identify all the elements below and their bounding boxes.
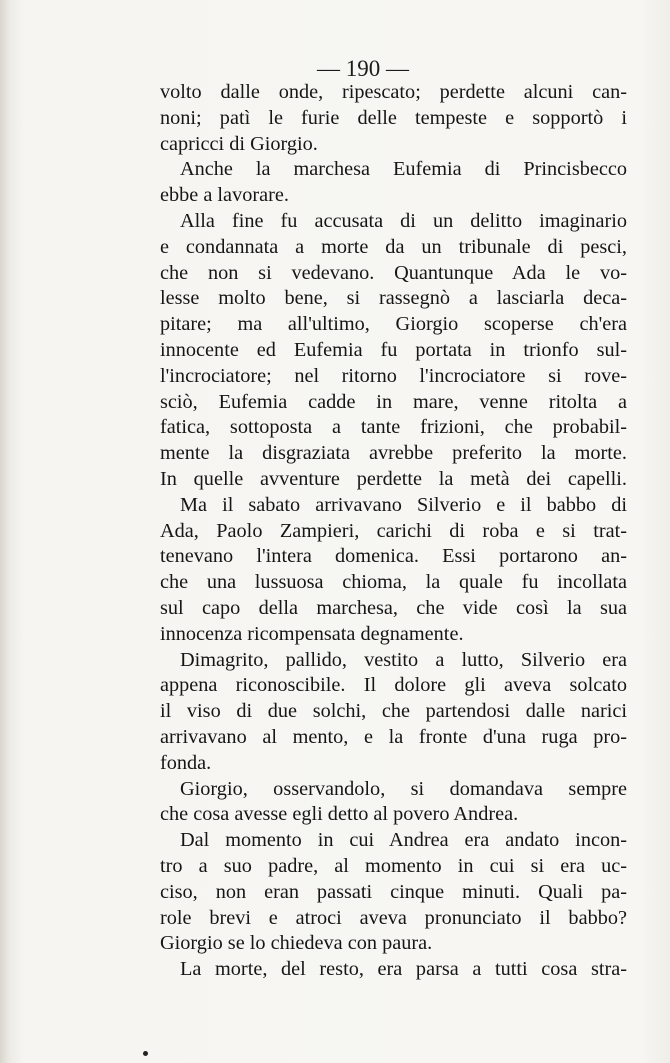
body-text: [160, 80, 627, 983]
text-line: innocente ed Eufemia fu portata in trionfo sul-: [160, 338, 627, 361]
text-line: Ada, Paolo Zampieri, carichi di roba e si trat-: [160, 519, 627, 542]
page-number: — 190 —: [317, 56, 409, 81]
text-line: il viso di due solchi, che partendosi dalle narici: [160, 700, 627, 723]
text-line: tenevano l'intera domenica. Essi portarono an-: [160, 545, 627, 568]
text-line: l'incrociatore; nel ritorno l'incrociatore si rove-: [160, 364, 627, 387]
text-line: che non si vedevano. Quantunque Ada le vo-: [160, 261, 627, 284]
text-line: Giorgio, osservandolo, si domandava sempre: [180, 777, 627, 800]
text-line: noni; patì le furie delle tempeste e sopportò i: [160, 106, 627, 129]
text-line: fonda.: [160, 751, 212, 774]
text-line: In quelle avventure perdette la metà dei capelli.: [160, 467, 627, 490]
text-line: Dimagrito, pallido, vestito a lutto, Silverio era: [180, 648, 627, 671]
text-line: Ma il sabato arrivavano Silverio e il babbo di: [180, 493, 627, 516]
text-line: mente la disgraziata avrebbe preferito la morte.: [160, 442, 627, 465]
text-line: Dal momento in cui Andrea era andato incon-: [180, 829, 627, 852]
text-line: pitare; ma all'ultimo, Giorgio scoperse ch'era: [160, 313, 627, 336]
text-line: La morte, del resto, era parsa a tutti cosa stra-: [180, 958, 627, 981]
text-line: volto dalle onde, ripescato; perdette alcuni can-: [160, 81, 627, 103]
text-line: sciò, Eufemia cadde in mare, venne ritolta a: [160, 390, 627, 413]
ink-speck: [143, 1051, 148, 1056]
text-line: che cosa avesse egli detto al povero Andrea.: [160, 803, 519, 826]
text-line: arrivavano al mento, e la fronte d'una ruga pro-: [160, 725, 627, 748]
text-line: role brevi e atroci aveva pronunciato il babbo?: [160, 906, 627, 929]
text-line: lesse molto bene, si rassegnò a lasciarla deca-: [160, 287, 627, 310]
text-line: Alla fine fu accusata di un delitto imaginario: [180, 209, 627, 232]
text-line: appena riconoscibile. Il dolore gli aveva solcato: [160, 674, 627, 697]
text-line: che una lussuosa chioma, la quale fu incollata: [160, 571, 627, 594]
text-line: e condannata a morte da un tribunale di pesci,: [160, 235, 627, 258]
text-line: innocenza ricompensata degnamente.: [160, 622, 464, 645]
text-line: fatica, sottoposta a tante frizioni, che probabil-: [160, 416, 627, 439]
text-line: tro a suo padre, al momento in cui si era uc-: [160, 854, 627, 877]
text-line: sul capo della marchesa, che vide così la sua: [160, 596, 627, 619]
text-line: ebbe a lavorare.: [160, 184, 289, 207]
text-line: Giorgio se lo chiedeva con paura.: [160, 932, 433, 955]
text-line: capricci di Giorgio.: [160, 132, 318, 155]
text-line: Anche la marchesa Eufemia di Princisbecco: [180, 158, 627, 181]
text-line: ciso, non eran passati cinque minuti. Quali pa-: [160, 880, 627, 903]
